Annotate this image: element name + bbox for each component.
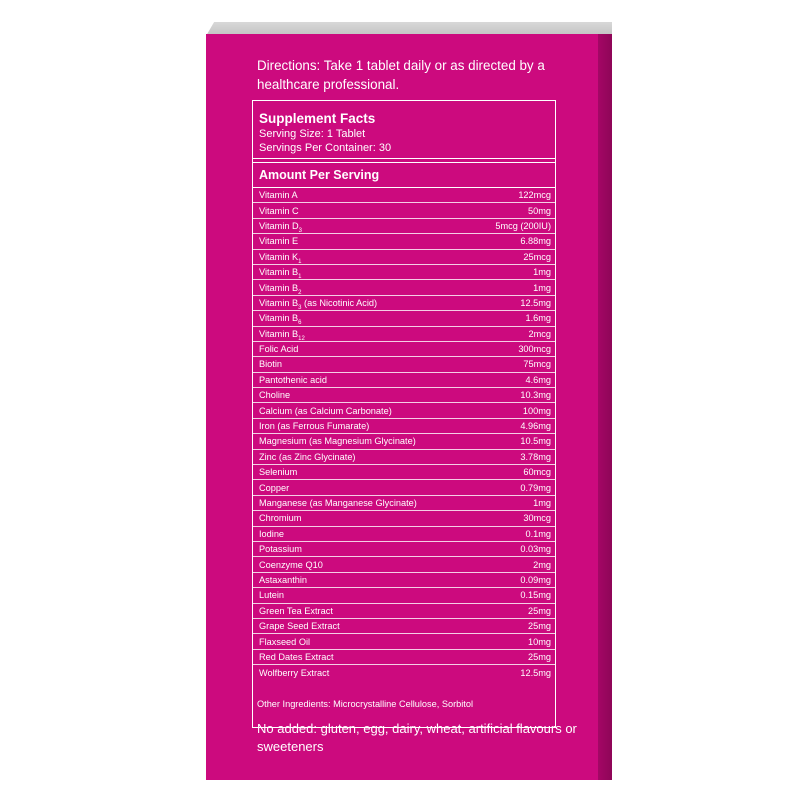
nutrient-amount: 25mg <box>528 621 551 632</box>
nutrient-name: Vitamin $B_{12}$ <box>259 328 305 342</box>
nutrient-name: Vitamin $K_1$ <box>259 251 302 265</box>
nutrient-amount: 4.6mg <box>525 374 551 385</box>
nutrient-amount: 0.1mg <box>525 528 551 539</box>
servings-per-container: Servings Per Container: 30 <box>259 142 392 154</box>
table-row <box>253 650 555 665</box>
table-row <box>253 373 555 388</box>
nutrient-name: Vitamin $B_1$ <box>259 267 302 280</box>
table-row <box>253 542 555 557</box>
nutrient-amount: 30mcg <box>523 513 551 524</box>
nutrient-name: Red Dates Extract <box>259 651 334 662</box>
table-row <box>253 419 555 434</box>
nutrient-amount: 10mg <box>528 636 551 647</box>
nutrient-amount: 12.5mg <box>520 667 551 678</box>
nutrient-amount: 4.96mg <box>520 421 551 432</box>
nutrient-amount: 0.79mg <box>520 482 551 493</box>
nutrient-name: Grape Seed Extract <box>259 621 340 632</box>
table-row <box>253 465 555 480</box>
facts-title: Supplement Facts <box>259 111 376 126</box>
table-row <box>253 403 555 418</box>
nutrient-amount: 300mcg <box>518 344 551 355</box>
nutrient-amount: 1mg <box>533 498 551 508</box>
nutrient-name: Coenzyme Q10 <box>259 559 323 570</box>
directions-text: Directions: Take 1 tablet daily or as directed by a healthcare professional. <box>257 58 545 92</box>
table-row <box>253 527 555 542</box>
nutrient-name: Vitamin $D_3$ <box>259 220 303 234</box>
nutrient-amount: 0.03mg <box>520 544 551 555</box>
nutrient-name: Folic Acid <box>259 344 299 355</box>
table-row <box>253 188 555 203</box>
nutrient-name: Astaxanthin <box>259 574 308 585</box>
nutrient-amount: 25mg <box>528 651 551 662</box>
nutrient-amount: 122mcg <box>518 190 551 201</box>
amount-per-serving-header: Amount Per Serving <box>253 163 555 188</box>
nutrient-name: Vitamin $B_2$ <box>259 282 302 296</box>
facts-header <box>253 101 555 159</box>
facts-rows <box>253 188 555 681</box>
nutrient-name: Vitamin $B_3$ (as Nicotinic Acid) <box>259 297 378 311</box>
table-row <box>253 573 555 588</box>
table-row <box>253 203 555 218</box>
nutrient-amount: 1mg <box>533 282 551 293</box>
table-row <box>253 234 555 249</box>
nutrient-amount: 100mg <box>522 405 551 416</box>
nutrient-name: Magnesium (as Magnesium Glycinate) <box>259 436 416 447</box>
nutrient-name: Calcium (as Calcium Carbonate) <box>259 405 392 416</box>
nutrient-amount: 1mg <box>533 267 551 278</box>
table-row <box>253 219 555 234</box>
table-row <box>253 480 555 495</box>
nutrient-name: Flaxseed Oil <box>259 636 311 647</box>
supplement-facts-table <box>252 100 556 728</box>
table-row <box>253 280 555 295</box>
table-row <box>253 604 555 619</box>
nutrient-amount: 5mcg (200IU) <box>495 220 551 231</box>
nutrient-name: Iodine <box>259 528 285 539</box>
table-row <box>253 665 555 680</box>
nutrient-name: Wolfberry Extract <box>259 667 330 678</box>
table-row <box>253 265 555 280</box>
table-row <box>253 311 555 326</box>
nutrient-amount: 10.5mg <box>520 436 551 447</box>
nutrient-amount: 6.88mg <box>520 236 551 247</box>
nutrient-name: Selenium <box>259 467 298 478</box>
table-row <box>253 327 555 342</box>
nutrient-name: Manganese (as Manganese Glycinate) <box>259 498 417 508</box>
table-row <box>253 388 555 403</box>
nutrient-name: Lutein <box>259 590 285 601</box>
nutrient-name: Choline <box>259 390 291 401</box>
nutrient-amount: 0.15mg <box>520 590 551 601</box>
nutrient-name: Vitamin E <box>259 236 299 247</box>
nutrient-amount: 0.09mg <box>520 574 551 585</box>
box-back-panel <box>206 34 598 780</box>
table-row <box>253 496 555 511</box>
nutrient-amount: 2mcg <box>528 328 551 339</box>
table-row <box>253 588 555 603</box>
nutrient-name: Vitamin C <box>259 205 299 216</box>
nutrient-amount: 3.78mg <box>520 451 551 462</box>
nutrient-name: Vitamin $B_6$ <box>259 313 302 327</box>
nutrient-amount: 2mg <box>533 559 551 570</box>
table-row <box>253 357 555 372</box>
nutrient-name: Vitamin A <box>259 190 298 201</box>
nutrient-name: Biotin <box>259 359 282 370</box>
table-row <box>253 342 555 357</box>
table-row <box>253 450 555 465</box>
nutrient-name: Copper <box>259 482 290 493</box>
nutrient-name: Green Tea Extract <box>259 605 333 616</box>
nutrient-amount: 25mg <box>528 605 551 616</box>
serving-size: Serving Size: 1 Tablet <box>259 128 366 140</box>
nutrient-amount: 25mcg <box>523 251 551 262</box>
table-row <box>253 557 555 572</box>
table-row <box>253 634 555 649</box>
nutrient-amount: 10.3mg <box>520 390 551 401</box>
table-row <box>253 434 555 449</box>
nutrient-amount: 60mcg <box>523 467 551 478</box>
nutrient-amount: 12.5mg <box>520 297 551 308</box>
nutrient-name: Zinc (as Zinc Glycinate) <box>259 451 356 462</box>
table-row <box>253 511 555 526</box>
table-row <box>253 250 555 265</box>
no-added-statement: No added: gluten, egg, dairy, wheat, artificial flavours or sweeteners <box>257 721 577 754</box>
nutrient-name: Chromium <box>259 513 302 524</box>
nutrient-amount: 50mg <box>528 205 551 216</box>
table-row <box>253 296 555 311</box>
other-ingredients: Other Ingredients: Microcrystalline Cellulose, Sorbitol <box>257 699 473 709</box>
nutrient-name: Potassium <box>259 544 302 555</box>
nutrient-amount: 1.6mg <box>525 313 551 324</box>
nutrient-name: Pantothenic acid <box>259 374 327 385</box>
box-side-face <box>598 34 612 780</box>
nutrient-amount: 75mcg <box>523 359 551 370</box>
nutrient-name: Iron (as Ferrous Fumarate) <box>259 421 370 432</box>
table-row <box>253 619 555 634</box>
